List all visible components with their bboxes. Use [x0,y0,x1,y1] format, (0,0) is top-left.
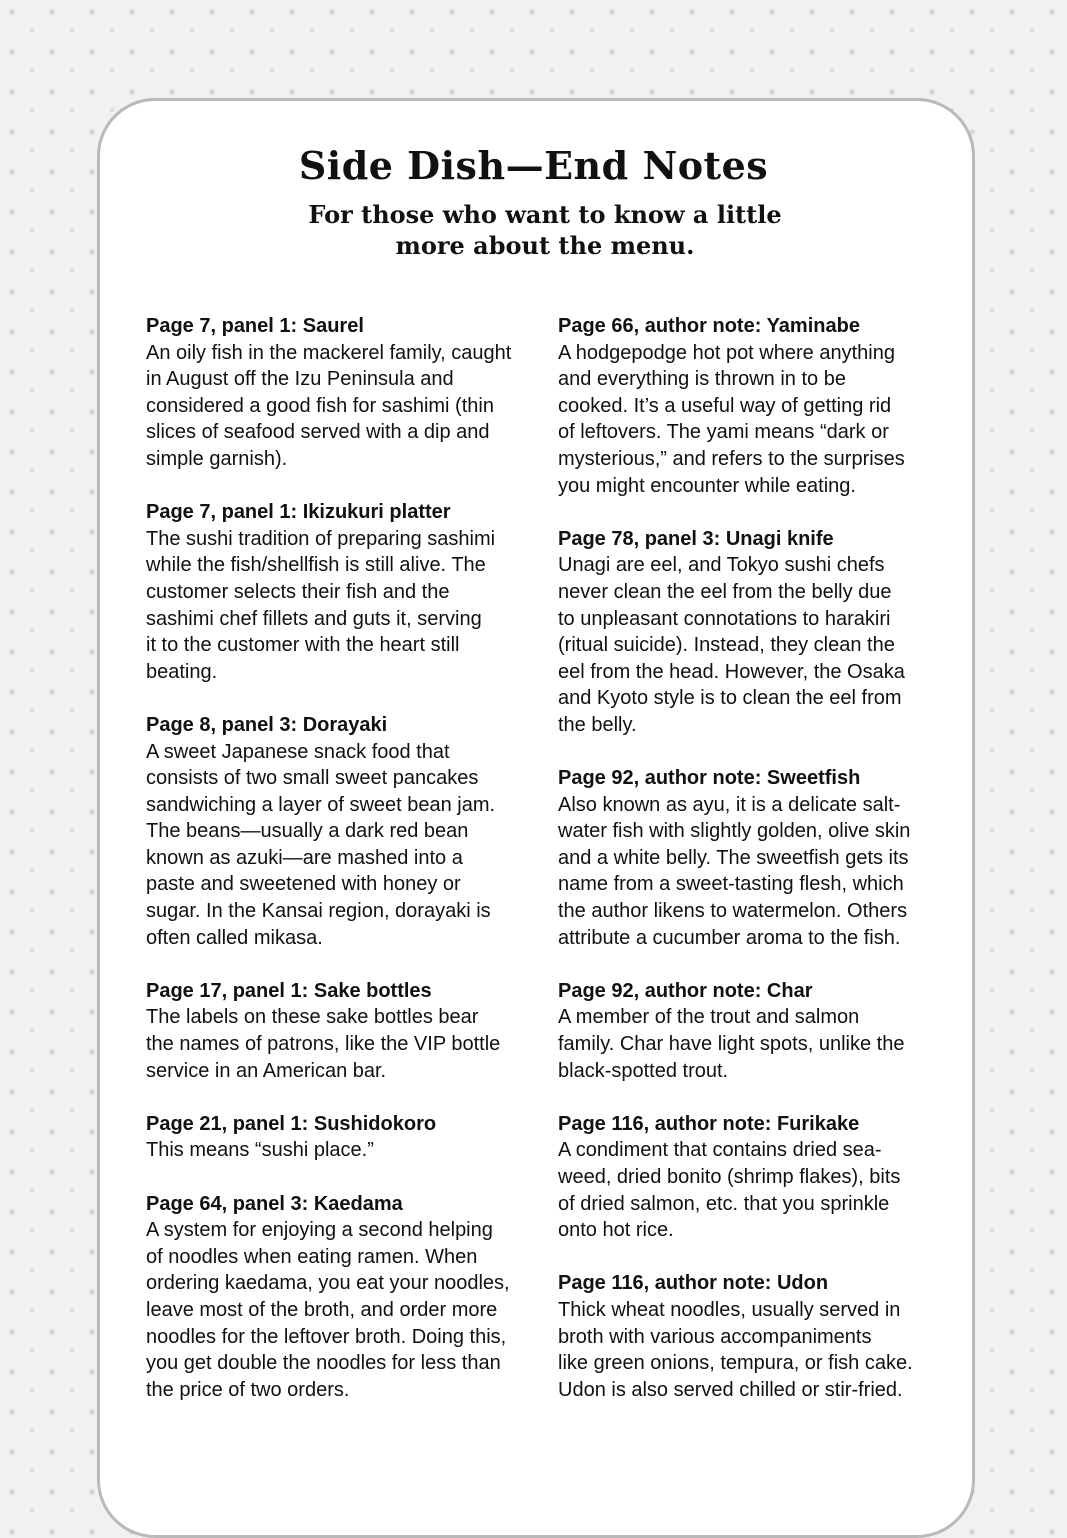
note-line: while the fish/shellfish is still alive. The [146,554,486,577]
note-heading: Page 66, author note: Yaminabe [558,315,860,337]
note-heading: Page 92, author note: Char [558,979,813,1002]
note-line: you get double the noodles for less than [146,1352,501,1375]
subtitle-line-2: more about the menu. [395,231,695,260]
note-line: considered a good fish for sashimi (thin [146,394,494,417]
notes-column-right [558,313,938,1430]
note-line: the names of patrons, like the VIP bottle [146,1033,501,1056]
note-line: A condiment that contains dried sea- [558,1139,882,1162]
page-subtitle [230,199,860,261]
note-line: never clean the eel from the belly due [558,580,892,603]
note-line: slices of seafood served with a dip and [146,421,490,444]
note-line: This means “sushi place.” [146,1139,374,1162]
note-body [558,792,938,952]
note-line: The sushi tradition of preparing sashimi [146,527,496,550]
note-entry [146,978,531,1084]
page-title: Side Dish—End Notes [298,143,769,188]
note-heading: Page 8, panel 3: Dorayaki [146,713,388,736]
note-line: of dried salmon, etc. that you sprinkle [558,1192,890,1215]
note-line: The labels on these sake bottles bear [146,1006,479,1029]
note-body [558,1297,938,1403]
note-line: onto hot rice. [558,1219,674,1242]
note-line: family. Char have light spots, unlike the [558,1033,905,1056]
note-heading: Page 17, panel 1: Sake bottles [146,979,432,1002]
note-line: often called mikasa. [146,926,323,949]
note-line: it to the customer with the heart still [146,634,460,657]
note-line: water fish with slightly golden, olive skin [558,820,911,843]
note-line: paste and sweetened with honey or [146,873,461,896]
note-line: ordering kaedama, you eat your noodles, [146,1272,510,1295]
note-line: customer selects their fish and the [146,580,450,603]
note-line: Thick wheat noodles, usually served in [558,1298,901,1321]
note-line: of leftovers. The yami means “dark or [558,421,889,444]
note-entry [146,1111,531,1164]
note-entry [558,526,938,739]
note-body [558,1137,938,1243]
note-line: An oily fish in the mackerel family, caught [146,341,512,364]
note-line: cooked. It’s a useful way of getting rid [558,394,892,417]
note-body [558,1004,938,1084]
note-line: sashimi chef fillets and guts it, serving [146,607,482,630]
note-line: the author likens to watermelon. Others [558,900,908,923]
note-body [146,739,531,952]
note-body [558,340,938,500]
note-heading: Page 116, author note: Udon [558,1272,829,1295]
note-line: the belly. [558,713,637,736]
note-heading: Page 7, panel 1: Ikizukuri platter [146,501,451,524]
note-line: A hodgepodge hot pot where anything [558,341,895,364]
note-line: simple garnish). [146,447,288,470]
subtitle-line-1: For those who want to know a little [308,200,782,229]
note-line: mysterious,” and refers to the surprises [558,447,905,470]
note-line: attribute a cucumber aroma to the fish. [558,926,901,949]
note-entry [146,1191,531,1404]
note-entry [146,712,531,951]
note-line: name from a sweet-tasting flesh, which [558,873,904,896]
note-line: and Kyoto style is to clean the eel from [558,687,902,710]
note-body [146,1217,531,1403]
note-line: service in an American bar. [146,1059,387,1082]
note-line: in August off the Izu Peninsula and [146,368,454,391]
note-line: A sweet Japanese snack food that [146,740,450,763]
note-line: Udon is also served chilled or stir-fried. [558,1378,903,1401]
note-line: you might encounter while eating. [558,474,856,497]
note-line: leave most of the broth, and order more [146,1298,498,1321]
note-line: broth with various accompaniments [558,1325,872,1348]
note-line: and a white belly. The sweetfish gets its [558,846,909,869]
note-entry [558,978,938,1084]
note-body [146,1137,531,1164]
note-entry [146,313,531,473]
note-body [558,552,938,738]
note-line: of noodles when eating ramen. When [146,1245,478,1268]
note-heading: Page 21, panel 1: Sushidokoro [146,1112,437,1135]
note-line: black-spotted trout. [558,1059,729,1082]
note-line: Unagi are eel, and Tokyo sushi chefs [558,554,885,577]
note-heading: Page 116, author note: Furikake [558,1112,860,1135]
note-entry [558,313,938,499]
note-line: A member of the trout and salmon [558,1006,860,1029]
note-line: sandwiching a layer of sweet bean jam. [146,793,496,816]
note-line: noodles for the leftover broth. Doing this, [146,1325,507,1348]
note-line: beating. [146,660,218,683]
note-line: to unpleasant connotations to harakiri [558,607,891,630]
note-line: known as azuki—are mashed into a [146,846,463,869]
note-heading: Page 64, panel 3: Kaedama [146,1192,403,1215]
note-line: eel from the head. However, the Osaka [558,660,905,683]
note-line: The beans—usually a dark red bean [146,820,469,843]
note-line: (ritual suicide). Instead, they clean the [558,634,895,657]
note-line: like green onions, tempura, or fish cake. [558,1352,913,1375]
note-body [146,340,531,473]
note-line: the price of two orders. [146,1378,350,1401]
note-entry [558,765,938,951]
note-entry [558,1270,938,1403]
note-entry [558,1111,938,1244]
note-line: A system for enjoying a second helping [146,1219,493,1242]
notes-column-left [146,313,531,1430]
note-body [146,526,531,686]
note-line: weed, dried bonito (shrimp flakes), bits [558,1166,901,1188]
note-heading: Page 78, panel 3: Unagi knife [558,527,834,550]
note-entry [146,499,531,685]
note-line: Also known as ayu, it is a delicate salt- [558,793,901,816]
note-heading: Page 92, author note: Sweetfish [558,767,861,790]
note-body [146,1004,531,1084]
note-line: and everything is thrown in to be [558,368,846,391]
note-line: sugar. In the Kansai region, dorayaki is [146,900,491,923]
note-heading: Page 7, panel 1: Saurel [146,315,364,337]
note-line: consists of two small sweet pancakes [146,767,479,790]
